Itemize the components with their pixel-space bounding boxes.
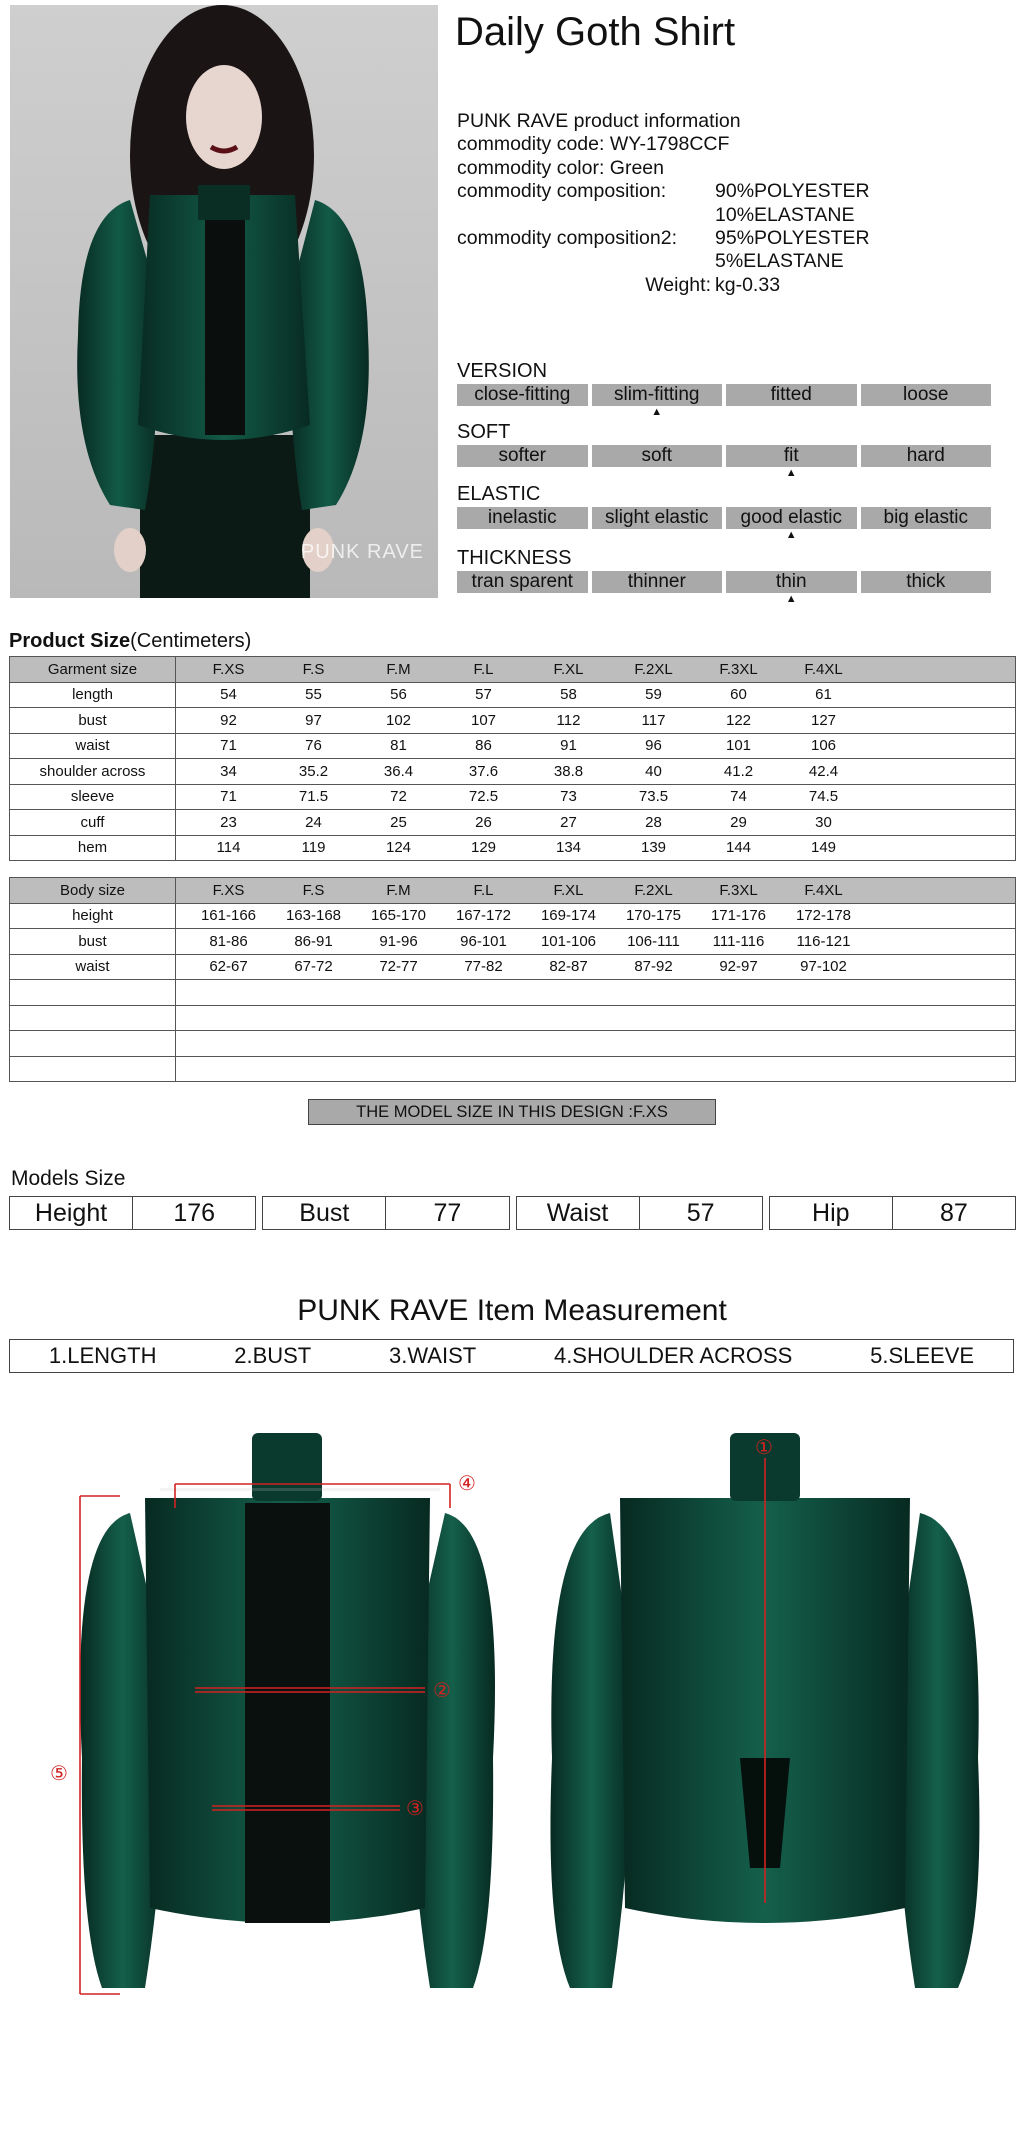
cell-value: 71.5 [298, 788, 329, 806]
cell-value: 60 [730, 686, 747, 704]
cell-value: 59 [645, 686, 662, 704]
table-row [10, 784, 1016, 810]
cell-value: 74.5 [808, 788, 839, 806]
cell-value: 72-77 [379, 958, 418, 976]
table-row [10, 708, 1016, 734]
cell-value: 72.5 [468, 788, 499, 806]
size-header: F.L [473, 881, 494, 899]
model-size-note: THE MODEL SIZE IN THIS DESIGN :F.XS [308, 1099, 716, 1125]
cell-value: 77-82 [464, 958, 503, 976]
table-header [10, 657, 1016, 683]
marker-slot [457, 593, 588, 605]
marker-slot [592, 529, 723, 541]
cell-value: 86-91 [294, 932, 333, 950]
cell-value: 161-166 [200, 907, 257, 925]
cell-value: 24 [305, 813, 322, 831]
info-heading: PUNK RAVE product information [457, 110, 741, 132]
table-row [10, 903, 1016, 929]
cell-value: 29 [730, 813, 747, 831]
cell-value: 61 [815, 686, 832, 704]
scale-label: THICKNESS [457, 547, 572, 569]
table-row [10, 835, 1016, 861]
cell-value: 73.5 [638, 788, 669, 806]
garment-diagram [40, 1428, 990, 2118]
cell-value: 74 [730, 788, 747, 806]
product-title: Daily Goth Shirt [455, 10, 736, 54]
cell-value: 165-170 [370, 907, 427, 925]
row-label: shoulder across [10, 759, 176, 785]
scale-thickness [457, 547, 991, 605]
selected-marker: ▲ [785, 593, 797, 605]
size-header: F.3XL [719, 660, 758, 678]
cell-value: 91-96 [379, 932, 418, 950]
scale-option: soft [592, 445, 723, 467]
marker-slot [457, 529, 588, 541]
size-header: F.3XL [719, 881, 758, 899]
cell-value: 102 [385, 711, 412, 729]
cell-value: 92 [220, 711, 237, 729]
scale-elastic [457, 483, 991, 541]
model-label: Bust [263, 1197, 386, 1229]
size-header: F.M [386, 881, 411, 899]
selected-marker: ▲ [651, 406, 663, 418]
model-hip [769, 1196, 1016, 1230]
cell-value: 101-106 [540, 932, 597, 950]
scale-marks [457, 593, 991, 605]
cell-value: 97 [305, 711, 322, 729]
marker-slot [457, 406, 588, 418]
header-label: Body size [10, 878, 176, 904]
commodity-color: commodity color: Green [457, 156, 664, 179]
cell-value: 117 [641, 711, 666, 729]
cell-value: 119 [301, 839, 326, 857]
scale-bar [457, 384, 991, 406]
model-illustration [10, 5, 438, 598]
row-label: bust [10, 929, 176, 955]
cell-value: 114 [216, 839, 241, 857]
marker-slot [861, 406, 992, 418]
cell-value: 134 [555, 839, 582, 857]
empty-row [10, 980, 1016, 1006]
cell-value: 112 [556, 711, 581, 729]
size-header: F.M [386, 660, 411, 678]
cell-value: 171-176 [710, 907, 767, 925]
cell-value: 149 [810, 839, 837, 857]
empty-row [10, 1031, 1016, 1057]
table-row [10, 759, 1016, 785]
cell-value: 127 [810, 711, 837, 729]
scale-label: SOFT [457, 421, 511, 443]
cell-value: 38.8 [553, 762, 584, 780]
cell-value: 73 [560, 788, 577, 806]
measurement-legend [9, 1339, 1014, 1373]
cell-value: 96 [645, 737, 662, 755]
scale-marks [457, 406, 991, 418]
cell-value: 37.6 [468, 762, 499, 780]
scale-option: thinner [592, 571, 723, 593]
cell-value: 144 [725, 839, 752, 857]
cell-value: 71 [220, 737, 237, 755]
cell-value: 42.4 [808, 762, 839, 780]
marker-shoulder: ④ [458, 1471, 476, 1495]
marker-slot [592, 467, 723, 479]
cell-value: 86 [475, 737, 492, 755]
measurement-item: 3.WAIST [389, 1343, 477, 1368]
measurement-item: 4.SHOULDER ACROSS [553, 1343, 793, 1368]
cell-value: 55 [305, 686, 322, 704]
cell-value: 96-101 [460, 932, 507, 950]
table-row [10, 682, 1016, 708]
cell-value: 76 [305, 737, 322, 755]
cell-value: 107 [470, 711, 497, 729]
cell-value: 40 [645, 762, 662, 780]
size-header: F.XL [553, 881, 584, 899]
row-label: bust [10, 708, 176, 734]
model-value: 176 [173, 1199, 216, 1227]
product-size-title: Product Size(Centimeters) [9, 630, 252, 652]
size-header: F.XS [212, 881, 245, 899]
body-size-table [9, 877, 1016, 1082]
scale-option: slim-fitting [592, 384, 723, 406]
model-value: 57 [686, 1199, 715, 1227]
row-label: height [10, 903, 176, 929]
marker-sleeve: ⑤ [50, 1761, 68, 1785]
scale-bar [457, 507, 991, 529]
cell-value: 58 [560, 686, 577, 704]
cell-value: 97-102 [800, 958, 847, 976]
measurement-item: 5.SLEEVE [870, 1343, 975, 1368]
marker-slot [726, 406, 857, 418]
cell-value: 106 [810, 737, 837, 755]
garment-size-table [9, 656, 1016, 861]
product-photo [10, 5, 438, 598]
scale-option: fitted [726, 384, 857, 406]
size-header: F.2XL [634, 881, 673, 899]
watermark: PUNK RAVE [300, 541, 424, 563]
cell-value: 101 [725, 737, 752, 755]
row-label: waist [10, 733, 176, 759]
scale-option: close-fitting [457, 384, 588, 406]
cell-value: 56 [390, 686, 407, 704]
cell-value: 35.2 [298, 762, 329, 780]
cell-value: 41.2 [723, 762, 754, 780]
scale-marks [457, 529, 991, 541]
cell-value: 81-86 [209, 932, 248, 950]
selected-marker: ▲ [785, 467, 797, 479]
model-label: Hip [770, 1197, 893, 1229]
scale-option: good elastic [726, 507, 857, 529]
scale-option: tran sparent [457, 571, 588, 593]
cell-value: 54 [220, 686, 237, 704]
scale-option: thin [726, 571, 857, 593]
scale-option: thick [861, 571, 992, 593]
cell-value: 71 [220, 788, 237, 806]
cell-value: 172-178 [795, 907, 852, 925]
cell-value: 67-72 [294, 958, 333, 976]
model-label: Height [10, 1197, 133, 1229]
cell-value: 30 [815, 813, 832, 831]
scale-label: ELASTIC [457, 483, 541, 505]
scale-option: hard [861, 445, 992, 467]
cell-value: 111-116 [712, 932, 765, 950]
cell-value: 91 [560, 737, 577, 755]
row-label: length [10, 682, 176, 708]
marker-slot [861, 529, 992, 541]
cell-value: 116-121 [796, 932, 851, 950]
cell-value: 34 [220, 762, 237, 780]
size-header: F.XL [553, 660, 584, 678]
cell-value: 87-92 [634, 958, 673, 976]
cell-value: 129 [470, 839, 497, 857]
table-row [10, 954, 1016, 980]
table-row [10, 929, 1016, 955]
cell-value: 163-168 [285, 907, 342, 925]
selected-marker: ▲ [785, 529, 797, 541]
row-label: cuff [10, 810, 176, 836]
models-size-title: Models Size [11, 1167, 126, 1190]
size-header: F.L [473, 660, 494, 678]
cell-value: 139 [640, 839, 667, 857]
size-header: F.XS [212, 660, 245, 678]
scale-bar [457, 571, 991, 593]
cell-value: 23 [220, 813, 237, 831]
scale-option: fit [726, 445, 857, 467]
cell-value: 92-97 [719, 958, 758, 976]
cell-value: 26 [475, 813, 492, 831]
measurement-item: 1.LENGTH [48, 1343, 157, 1368]
marker-slot [457, 467, 588, 479]
measurement-item: 2.BUST [234, 1343, 312, 1368]
marker-slot [861, 467, 992, 479]
size-header: F.2XL [634, 660, 673, 678]
size-header: F.4XL [804, 881, 843, 899]
marker-waist: ③ [406, 1796, 424, 1820]
scale-bar [457, 445, 991, 467]
marker-slot [861, 593, 992, 605]
marker-length: ① [755, 1435, 773, 1459]
cell-value: 167-172 [455, 907, 512, 925]
composition-2: commodity composition2: 95%POLYESTER [457, 227, 870, 250]
row-label: sleeve [10, 784, 176, 810]
row-label: waist [10, 954, 176, 980]
size-header: F.S [302, 660, 325, 678]
scale-label: VERSION [457, 360, 548, 382]
marker-slot [592, 593, 723, 605]
model-value: 77 [433, 1199, 462, 1227]
commodity-code: commodity code: WY-1798CCF [457, 133, 730, 156]
front-view [80, 1433, 495, 1988]
row-label: hem [10, 835, 176, 861]
marker-bust: ② [433, 1678, 451, 1702]
scale-option: inelastic [457, 507, 588, 529]
scale-option: big elastic [861, 507, 992, 529]
model-label: Waist [517, 1197, 640, 1229]
scale-option: softer [457, 445, 588, 467]
model-value: 87 [940, 1199, 968, 1227]
scale-marks [457, 467, 991, 479]
table-row [10, 733, 1016, 759]
model-bust [262, 1196, 509, 1230]
cell-value: 82-87 [549, 958, 588, 976]
cell-value: 27 [560, 813, 577, 831]
scale-option: loose [861, 384, 992, 406]
empty-row [10, 1056, 1016, 1082]
cell-value: 36.4 [383, 762, 414, 780]
size-header: F.S [302, 881, 325, 899]
size-header: F.4XL [804, 660, 843, 678]
model-waist [516, 1196, 763, 1230]
cell-value: 124 [385, 839, 412, 857]
empty-row [10, 1005, 1016, 1031]
cell-value: 62-67 [209, 958, 248, 976]
cell-value: 122 [725, 711, 752, 729]
header-label: Garment size [10, 657, 176, 683]
scale-soft [457, 421, 991, 479]
weight: Weight: kg-0.33 [645, 273, 781, 296]
garment-illustration [40, 1428, 990, 2118]
table-row [10, 810, 1016, 836]
cell-value: 25 [390, 813, 407, 831]
scale-version [457, 360, 991, 418]
composition: commodity composition: 90%POLYESTER [457, 180, 870, 203]
product-info: PUNK RAVE product information commodity code: WY-1798CCF commodity color: Green commodity composition: 90%POLYESTER 10%ELASTANE commodity composition2: 95%POLYESTER 5%ELASTANE Weight: kg-0.33 [457, 110, 870, 296]
cell-value: 106-111 [627, 932, 680, 950]
table-header [10, 878, 1016, 904]
model-height [9, 1196, 256, 1230]
cell-value: 72 [390, 788, 407, 806]
measurement-title: PUNK RAVE Item Measurement [297, 1294, 727, 1327]
cell-value: 170-175 [625, 907, 682, 925]
cell-value: 57 [475, 686, 492, 704]
cell-value: 81 [390, 737, 407, 755]
cell-value: 169-174 [540, 907, 597, 925]
scale-option: slight elastic [592, 507, 723, 529]
models-size [9, 1196, 1016, 1230]
cell-value: 28 [645, 813, 662, 831]
